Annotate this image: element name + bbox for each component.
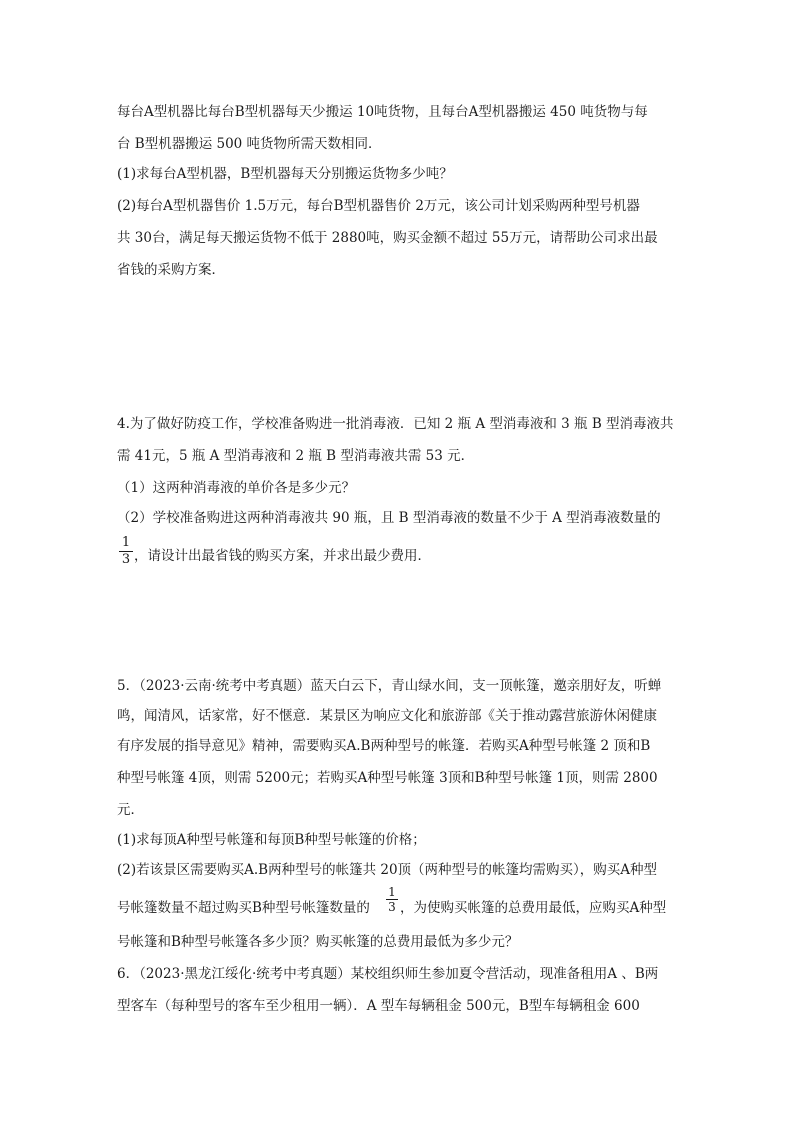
q5-part-2-line-1: (2)若该景区需要购买A.B两种型号的帐篷共 20顶（两种型号的帐篷均需购买），购买A种型: [117, 862, 658, 878]
q4-fraction-numerator: 1: [121, 535, 131, 550]
q3-part-2-line-3: 省钱的采购方案．: [117, 262, 225, 278]
q4-part-1: （1）这两种消毒液的单价各是多少元？: [117, 480, 356, 496]
q5-fraction-one-third: [386, 886, 398, 913]
q4-fraction-one-third: [119, 536, 133, 567]
q4-line-1: 4.为了做好防疫工作，学校准备购进一批消毒液．已知 2 瓶 A 型消毒液和 3 瓶 B 型消毒液共: [117, 416, 674, 432]
q6-line-1: 6．（2023·黑龙江绥化·统考中考真题）某校组织师生参加夏令营活动，现准备租用A 、B两: [117, 966, 659, 982]
q6-line-2: 型客车（每种型号的客车至少租用一辆）．A 型车每辆租金 500元，B型车每辆租金 600: [117, 998, 640, 1014]
q5-part-1: (1)求每顶A种型号帐篷和每顶B种型号帐篷的价格；: [117, 832, 426, 848]
q4-part-2-line-1: （2）学校准备购进这两种消毒液共 90 瓶，且 B 型消毒液的数量不少于 A 型消毒液数量的: [117, 510, 661, 526]
q3-part-2-line-1: (2)每台A型机器售价 1.5万元，每台B型机器售价 2万元，该公司计划采购两种型号机器: [117, 198, 640, 214]
q5-line-5: 元．: [117, 802, 144, 818]
q5-line-2: 鸣，闻清风，话家常，好不惬意．某景区为响应文化和旅游部《关于推动露营旅游休闲健康: [117, 708, 657, 724]
q4-fraction-denominator: 3: [121, 552, 131, 567]
q3-part-2-line-2: 共 30台，满足每天搬运货物不低于 2880吨，购买金额不超过 55万元，请帮助公司求出最: [117, 230, 658, 246]
q5-part-2-line-3: 号帐篷和B种型号帐篷各多少顶？购买帐篷的总费用最低为多少元？: [117, 934, 519, 950]
q3-line-1: 每台A型机器比每台B型机器每天少搬运 10吨货物，且每台A型机器搬运 450 吨货物与每: [117, 104, 648, 120]
q5-part-2-line-2b: ，为使购买帐篷的总费用最低，应购买A种型: [400, 900, 667, 916]
q4-line-2: 需 41元，5 瓶 A 型消毒液和 2 瓶 B 型消毒液共需 53 元．: [117, 448, 475, 464]
q5-line-3: 有序发展的指导意见》精神，需要购买A.B两种型号的帐篷．若购买A种型号帐篷 2 顶和B: [117, 738, 651, 754]
q3-line-2: 台 B型机器搬运 500 吨货物所需天数相同．: [117, 136, 382, 152]
q5-fraction-numerator: 1: [388, 885, 396, 899]
q5-line-1: 5．（2023·云南·统考中考真题）蓝天白云下，青山绿水间，支一顶帐篷，邀亲朋好友，听蝉: [117, 678, 662, 694]
q5-fraction-denominator: 3: [388, 900, 396, 914]
q5-line-4: 种型号帐篷 4顶，则需 5200元；若购买A种型号帐篷 3顶和B种型号帐篷 1顶，则需 2800: [117, 770, 658, 786]
q5-part-2-line-2a: 号帐篷数量不超过购买B种型号帐篷数量的: [117, 900, 370, 916]
q4-part-2-line-2: ，请设计出最省钱的购买方案，并求出最少费用．: [134, 548, 431, 564]
q3-part-1: (1)求每台A型机器，B型机器每天分别搬运货物多少吨？: [117, 166, 453, 182]
